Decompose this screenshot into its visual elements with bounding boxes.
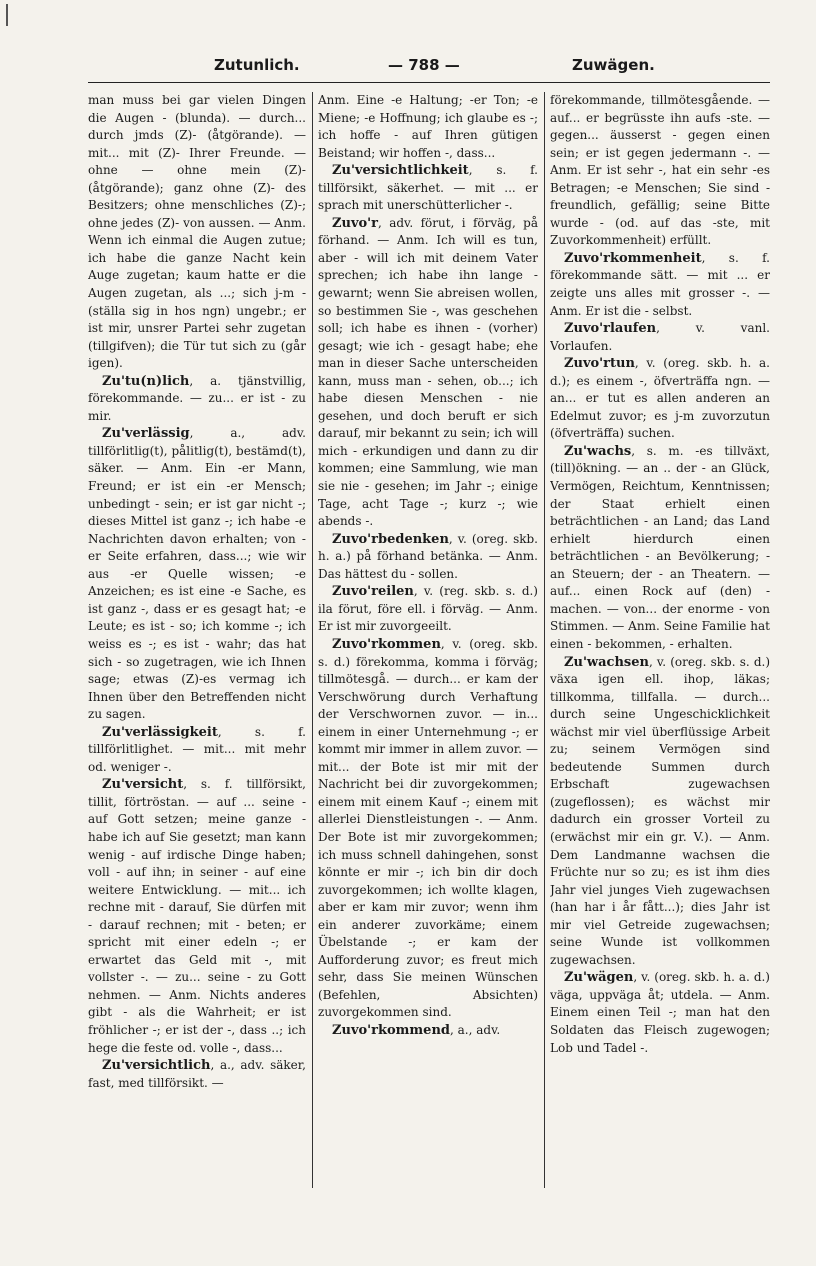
entry-zutunlich: Zu'tu(n)lich, a. tjänstvillig, förekommande. — zu... er ist - zu mir. bbox=[88, 373, 306, 423]
entry-zuvorkommend: Zuvo'rkommend, a., adv. bbox=[332, 1022, 501, 1038]
headword: Zu'verlässig bbox=[102, 426, 190, 442]
entry-zuvorkommenheit: Zuvo'rkommenheit, s. f. förekommande sätt. — mit ... er zeigte uns alles mit grosser -. — Anm. Er ist die - selbst. bbox=[550, 250, 770, 318]
headword: Zu'versicht bbox=[102, 777, 184, 793]
column-1 bbox=[88, 92, 306, 1190]
entry-continuation: man muss bei gar vielen Dingen die Augen - (blunda). — durch... durch jmds (Z)- (åtgörande). — mit... mit (Z)- Ihrer Freunde. — ohne — ohne mein (Z)- (åtgörande); ganz ohne (Z)- des Besitzers; ohne menschliches (Z)-; ohne jedes (Z)- von aussen. — Anm. Wenn ich einmal die Augen zutue; ich habe die ganze Nacht kein Auge zugetan; kaum hatte er die Augen zugetan, als ...; sich j-m - (ställa sig in hos ngn) ungebr.; er ist mir, unsrer Partei sehr zugetan (tillgifven); die Tür tut sich zu (går igen). bbox=[88, 93, 306, 371]
header-rule bbox=[88, 82, 770, 83]
headword: Zu'wägen bbox=[564, 970, 634, 986]
entry-zuvor: Zuvo'r, adv. förut, i förväg, på förhand. — Anm. Ich will es tun, aber - will ich mit deinem Vater sprechen; ich habe ihn lange - gewarnt; wenn Sie abreisen wollen, so bestimmen Sie -, was geschehen soll; ich habe es ihnen - (vorher) gesagt; wie ich - gesagt habe; ehe man in dieser Sache unterscheiden kann, muss man - sehen, ob...; ich habe diesen Menschen - nie gesehen, und doch beruft er sich darauf, mir bekannt zu sein; ich will mich - erkundigen und dann zu dir kommen; eine Sammlung, wie man sie nie - gesehen; im Jahr -; einige Tage, acht Tage -; kurz -; wie abends -. bbox=[318, 215, 538, 529]
entry-zuvorkommen: Zuvo'rkommen, v. (oreg. skb. s. d.) förekomma, komma i förväg; tillmötesgå. — durch... er kam der Verschwörung durch Verhaftung der Verschwornen zuvor. — in... einem in einer Unternehmung -; er kommt mir immer in allem zuvor. — mit... der Bote ist mir mit der Nachricht bei dir zuvorgekommen; einem mit einem Kauf -; einem mit allerlei Dienstleistungen -. — Anm. Der Bote ist mir zuvorgekommen; ich muss schnell dahingehen, sonst könnte er mir -; ich bin dir doch zuvorgekommen; ich wollte klagen, aber er kam mir zuvor; wenn ihm ein anderer zuvorkäme; einem Übelstande -; er kam der Aufforderung zuvor; es freut mich sehr, dass Sie meinen Wünschen (Befehlen, Absichten) zuvorgekommen sind. bbox=[318, 636, 538, 1020]
headword: Zuvo'rkommen bbox=[332, 636, 441, 652]
column-3 bbox=[550, 92, 770, 1190]
entry-zuverlaessig: Zu'verlässig, a., adv. tillförlitlig(t), pålitlig(t), bestämd(t), säker. — Anm. Ein -er Mann, Freund; er ist ein -er Mensch; unbedingt - sein; er ist gar nicht -; dieses Mittel ist ganz -; ich habe -e Nachrichten davon erhalten; von -er Seite erfahren, dass...; wie wir aus -er Quelle wissen; -e Anzeichen; es ist eine -e Sache, es ist ganz -, dass er es gesagt hat; -e Leute; es ist - so; ich komme -; ich weiss es -; es ist - wahr; das hat sich - so zugetragen, wie ich Ihnen sage; etwas (Z)-es vermag ich Ihnen über den Betreffenden nicht zu sagen. bbox=[88, 426, 306, 722]
running-head-right: Zuwägen. bbox=[572, 56, 655, 74]
headword: Zuvo'rkommenheit bbox=[564, 250, 702, 266]
entry-continuation: Anm. Eine -e Haltung; -er Ton; -e Miene; -e Hoffnung; ich glaube es -; ich hoffe - auf Ihren gütigen Beistand; wir hoffen -, dass... bbox=[318, 93, 538, 160]
entry-zuversichtlichkeit: Zu'versichtlichkeit, s. f. tillförsikt, säkerhet. — mit ... er sprach mit unerschütterlicher -. bbox=[318, 163, 538, 213]
entry-zuvorlaufen: Zuvo'rlaufen, v. vanl. Vorlaufen. bbox=[550, 321, 770, 353]
headword: Zu'verlässigkeit bbox=[102, 724, 218, 740]
running-head bbox=[88, 56, 748, 78]
entry-zuwachs: Zu'wachs, s. m. -es tillväxt, (till)ökning. — an .. der - an Glück, Vermögen, Reichtum, Kenntnissen; der Staat erhielt einen beträchtlichen - an Land; das Land erhielt hierdurch einen beträchtlichen - an Bevölkerung; - an Steuern; der - an Theatern. — auf... einen Rock auf (den) - machen. — von... der enorme - von Stimmen. — Anm. Seine Familie hat einen - bekommen, - erhalten. bbox=[550, 443, 770, 651]
entry-zuversicht: Zu'versicht, s. f. tillförsikt, tillit, förtröstan. — auf ... seine - auf Gott setzen; meine ganze - habe ich auf Sie gesetzt; man kann wenig - auf irdische Dinge haben; voll - auf ihn; in seiner - auf eine weitere Entwicklung. — mit... ich rechne mit - darauf, Sie dürfen mit - darauf rechnen; mit - beten; er spricht mit einer edeln -; er erwartet das Geld mit -, mit vollster -. — zu... seine - zu Gott nehmen. — Anm. Nichts anderes gibt - als die Wahrheit; er ist fröhlicher -; er ist der -, dass ..; ich hege die feste od. volle -, dass... bbox=[88, 777, 306, 1055]
headword: Zu'wachsen bbox=[564, 654, 649, 670]
entry-zuwachsen: Zu'wachsen, v. (oreg. skb. s. d.) växa igen ell. ihop, läkas; tillkomma, tillfalla. — durch... durch seine Ungeschicklichkeit wächst mir viel überflüssige Arbeit zu; seinem Vermögen sind bedeutende Summen durch Erbschaft zugewachsen (zugeflossen); es wächst mir dadurch ein grosser Vorteil zu (erwächst mir ein gr. V.). — Anm. Dem Landmanne wachsen die Früchte nur so zu; es ist ihm dies Jahr viel junges Vieh zugewachsen (han har i år fått...); dies Jahr ist mir viel Getreide zugewachsen; seine Wunde ist vollkommen zugewachsen. bbox=[550, 654, 770, 967]
entry-zuversichtlich: Zu'versichtlich, a., adv. säker, fast, med tillförsikt. — bbox=[88, 1058, 306, 1090]
headword: Zuvo'reilen bbox=[332, 584, 414, 600]
headword: Zuvo'rkommend bbox=[332, 1022, 450, 1038]
column-2 bbox=[318, 92, 538, 1190]
page-number: — 788 — bbox=[388, 56, 460, 74]
column-divider bbox=[544, 92, 545, 1188]
headword: Zu'versichtlich bbox=[102, 1058, 211, 1074]
entry-continuation: förekommande, tillmötesgående. — auf... er begrüsste ihn aufs -ste. — gegen... äusserst - gegen einen sein; er ist gegen jedermann -. — Anm. Er ist sehr -, hat ein sehr -es Betragen; -e Menschen; Sie sind - freundlich, gefällig; seine Bitte wurde - (od. auf das -ste, mit Zuvorkommenheit) erfüllt. bbox=[550, 93, 770, 248]
entry-zuwaegen: Zu'wägen, v. (oreg. skb. h. a. d.) väga, uppväga åt; utdela. — Anm. Einem einen Teil -; man hat den Soldaten das Fleisch zugewogen; Lob und Tadel -. bbox=[550, 970, 770, 1055]
headword: Zuvo'rtun bbox=[564, 356, 635, 372]
entry-zuverlaessigkeit: Zu'verlässigkeit, s. f. tillförlitlighet. — mit... mit mehr od. weniger -. bbox=[88, 724, 306, 774]
headword: Zu'tu(n)lich bbox=[102, 373, 190, 389]
headword: Zu'wachs bbox=[564, 443, 632, 459]
margin-mark bbox=[6, 4, 12, 26]
headword: Zuvo'r bbox=[332, 215, 378, 231]
running-head-left: Zutunlich. bbox=[214, 56, 300, 74]
entry-zuvorbedenken: Zuvo'rbedenken, v. (oreg. skb. h. a.) på förhand betänka. — Anm. Das hättest du - sollen. bbox=[318, 531, 538, 581]
headword: Zu'versichtlichkeit bbox=[332, 163, 469, 179]
headword: Zuvo'rlaufen bbox=[564, 321, 657, 337]
entry-zuvoreilen: Zuvo'reilen, v. (reg. skb. s. d.) ila förut, före ell. i förväg. — Anm. Er ist mir zuvorgeeilt. bbox=[318, 584, 538, 634]
entry-zuvortun: Zuvo'rtun, v. (oreg. skb. h. a. d.); es einem -, öfverträffa ngn. — an... er tut es allen anderen an Edelmut zuvor; es j-m zuvorzutun (öfverträffa) suchen. bbox=[550, 356, 770, 441]
headword: Zuvo'rbedenken bbox=[332, 531, 449, 547]
column-divider bbox=[312, 92, 313, 1188]
